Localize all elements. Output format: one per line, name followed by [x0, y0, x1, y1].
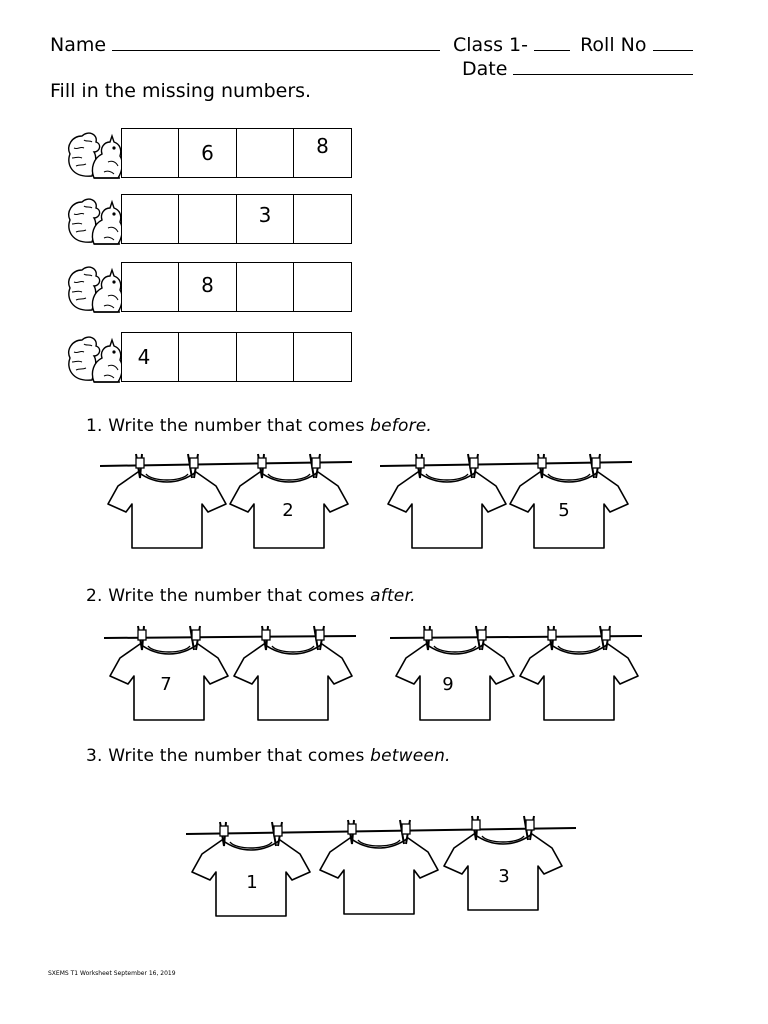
- shirt-icon: [320, 820, 438, 914]
- number-box[interactable]: [121, 128, 180, 178]
- clothesline-between: [186, 810, 578, 925]
- roll-label: Roll No: [580, 34, 647, 56]
- shirt-number: 7: [160, 674, 172, 695]
- number-box[interactable]: [178, 128, 237, 178]
- shirt-icon: [388, 454, 506, 548]
- question-before: [86, 416, 432, 436]
- shirt-number: 3: [498, 866, 510, 887]
- number-box[interactable]: [178, 194, 237, 244]
- clothesline-before-a: [100, 448, 360, 553]
- number-box[interactable]: [293, 332, 352, 382]
- class-blank[interactable]: [534, 34, 570, 51]
- shirt-number: 2: [282, 500, 294, 521]
- squirrel-icon: [64, 128, 124, 184]
- class-field-row: [453, 34, 693, 56]
- question-between: [86, 746, 451, 766]
- number-value: 8: [316, 134, 329, 158]
- shirt-number: 5: [558, 500, 570, 521]
- question-text: Write the number that comes: [108, 586, 365, 606]
- shirt-icon: [520, 626, 638, 720]
- question-text: Write the number that comes: [108, 746, 365, 766]
- question-keyword: after.: [370, 586, 416, 606]
- number-box[interactable]: [236, 332, 295, 382]
- question-number: 3.: [86, 746, 103, 766]
- number-value: 3: [258, 203, 272, 227]
- number-box[interactable]: [236, 194, 295, 244]
- shirt-icon: [234, 626, 352, 720]
- clothesline-after-a: [104, 620, 364, 725]
- roll-blank[interactable]: [653, 34, 693, 51]
- number-row: [64, 128, 364, 178]
- shirt-icon: [396, 626, 514, 720]
- date-label: Date: [462, 58, 508, 80]
- squirrel-icon: [64, 194, 124, 250]
- question-keyword: before.: [370, 416, 433, 436]
- name-blank[interactable]: [112, 34, 440, 51]
- question-number: 1.: [86, 416, 103, 436]
- number-row: [64, 262, 364, 312]
- footer-text: SXEMS T1 Worksheet September 16, 2019: [48, 970, 176, 977]
- question-text: Write the number that comes: [108, 416, 365, 436]
- question-after: [86, 586, 416, 606]
- shirt-number: 9: [442, 674, 454, 695]
- squirrel-icon: [64, 332, 124, 388]
- number-box[interactable]: [178, 332, 237, 382]
- name-field-row: [50, 34, 440, 56]
- name-label: Name: [50, 34, 107, 56]
- number-value: 6: [201, 141, 214, 165]
- number-box[interactable]: [293, 194, 352, 244]
- clothesline-before-b: [380, 448, 640, 553]
- number-box[interactable]: [121, 262, 180, 312]
- number-box[interactable]: [121, 194, 180, 244]
- squirrel-icon: [64, 262, 124, 318]
- number-value: 8: [201, 273, 214, 297]
- date-blank[interactable]: [513, 58, 693, 75]
- number-box[interactable]: [236, 262, 295, 312]
- date-field-row: [462, 58, 693, 80]
- clothesline-after-b: [390, 620, 650, 725]
- number-box[interactable]: [121, 332, 180, 382]
- shirt-number: 1: [246, 872, 258, 893]
- number-row: [64, 332, 364, 382]
- class-label: Class 1-: [453, 34, 528, 56]
- question-number: 2.: [86, 586, 103, 606]
- shirt-icon: [110, 626, 228, 720]
- number-box[interactable]: [293, 128, 352, 178]
- number-value: 4: [137, 345, 151, 369]
- number-box[interactable]: [236, 128, 295, 178]
- number-box[interactable]: [293, 262, 352, 312]
- number-row: [64, 194, 364, 244]
- instruction-text: Fill in the missing numbers.: [50, 80, 312, 102]
- shirt-icon: [108, 454, 226, 548]
- number-box[interactable]: [178, 262, 237, 312]
- question-keyword: between.: [370, 746, 451, 766]
- shirt-icon: [192, 822, 310, 916]
